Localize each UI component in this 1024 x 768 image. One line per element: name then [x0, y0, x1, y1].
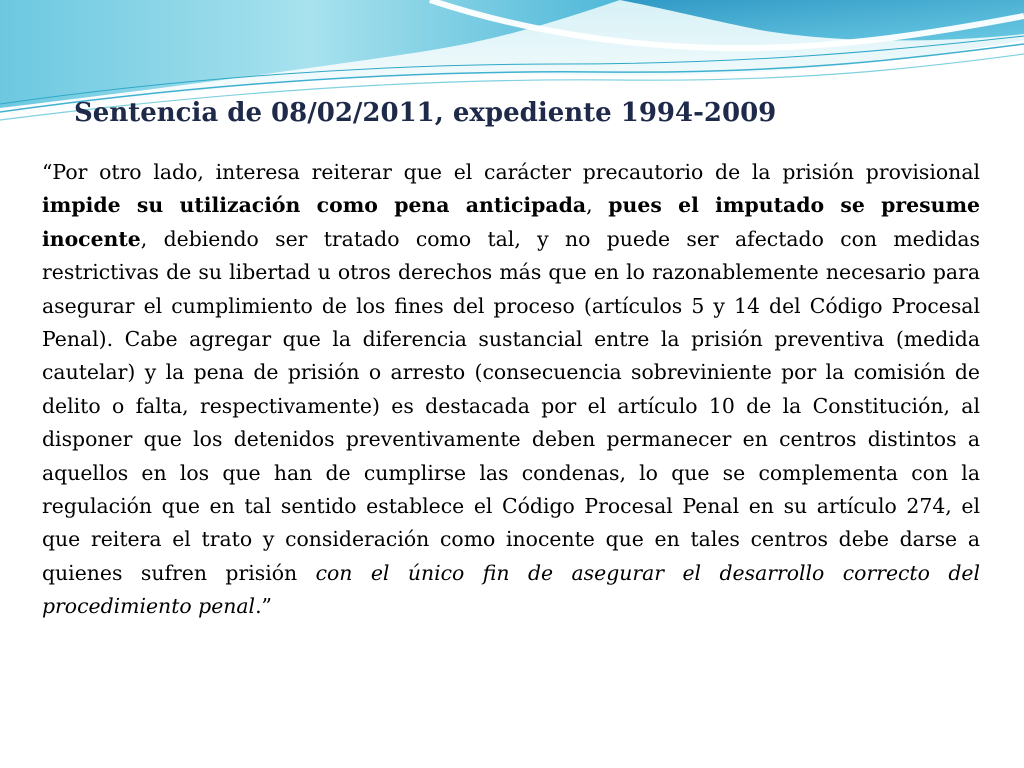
quote-text-main: , debiendo ser tratado como tal, y no puede ser afectado con medidas restrictivas de su libertad u otros derechos más que en lo razonablemente necesario para asegurar el cumplimiento de los fines del proceso (artículos 5 y 14 del Código Procesal Penal). Cabe agregar que la diferencia sustancial entre la prisión preventiva (medida cautelar) y la pena de prisión o arresto (consecuencia sobreviniente por la comisión de delito o falta, respectivamente) es destacada por el artículo 10 de la Constitución, al disponer que los detenidos preventivamente deben permanecer en centros distintos a aquellos en los que han de cumplirse las condenas, lo que se complementa con la regulación que en tal sentido establece el Código Procesal Penal en su artículo 274, el que reitera el trato y consideración como inocente que en tales centros debe darse a quienes sufren prisión — [42, 226, 980, 585]
slide-title: Sentencia de 08/02/2011, expediente 1994-2009 — [74, 98, 777, 128]
quote-text-comma: , — [586, 193, 609, 218]
quote-emphasis-pena-anticipada: impide su utilización como pena anticipada — [42, 193, 587, 218]
quote-italic-finalidad: con el único fin de asegurar el desarrollo correcto del procedimiento penal — [42, 560, 980, 619]
quote-text-closing: .” — [255, 594, 272, 619]
quote-text-intro: “Por otro lado, interesa reiterar que el carácter precautorio de la prisión provisional — [42, 160, 980, 184]
quote-paragraph — [42, 156, 980, 624]
quote-emphasis-presume-inocente: pues el imputado se presume inocente — [42, 193, 980, 251]
